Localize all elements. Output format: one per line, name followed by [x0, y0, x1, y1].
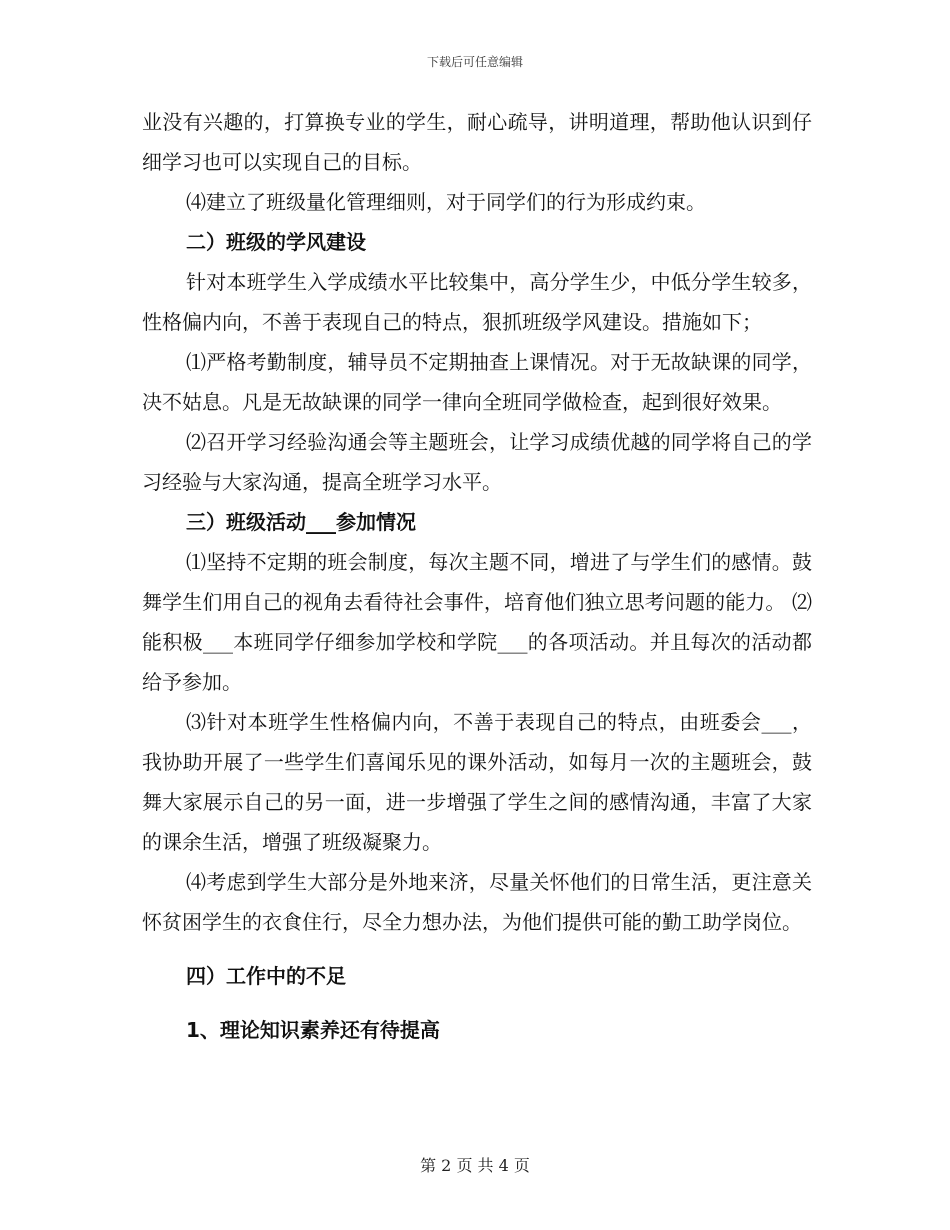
paragraph-item-1-class-meetings: ⑴坚持不定期的班会制度，每次主题不同，增进了与学生们的感情。鼓舞学生们用自己的视角去看待社会事件，培育他们独立思考问题的能力。 ⑵能积极___本班同学仔细参加学校和学院___的各项活动。并且每次的活动都给予参加。 [142, 550, 812, 694]
document-body [142, 102, 812, 1050]
paragraph-item-2-experience-meeting: ⑵召开学习经验沟通会等主题班会，让学习成绩优越的同学将自己的学习经验与大家沟通，提高全班学习水平。 [142, 430, 812, 494]
paragraph-continuation: 业没有兴趣的，打算换专业的学生，耐心疏导，讲明道理，帮助他认识到仔细学习也可以实现自己的目标。 [142, 110, 812, 174]
section-heading-class-activities: 三）班级活动___参加情况 [186, 510, 416, 534]
section-heading-shortcomings: 四）工作中的不足 [186, 964, 346, 988]
subsection-heading-theory: 1、理论知识素养还有待提高 [186, 1018, 440, 1042]
paragraph-item-1-attendance: ⑴严格考勤制度，辅导员不定期抽查上课情况。对于无故缺课的同学，决不姑息。凡是无故缺课的同学一律向全班同学做检查，起到很好效果。 [142, 350, 812, 414]
paragraph-item-3-extracurricular: ⑶针对本班学生性格偏内向，不善于表现自己的特点，由班委会___，我协助开展了一些学生们喜闻乐见的课外活动，如每月一次的主题班会，鼓舞大家展示自己的另一面，进一步增强了学生之间的感情沟通，丰富了大家的课余生活，增强了班级凝聚力。 [142, 710, 812, 854]
page-header-note: 下载后可任意编辑 [426, 55, 523, 69]
paragraph-item-4-student-care: ⑷考虑到学生大部分是外地来济，尽量关怀他们的日常生活，更注意关怀贫困学生的衣食住行，尽全力想办法，为他们提供可能的勤工助学岗位。 [142, 870, 812, 934]
section-heading-study-style: 二）班级的学风建设 [186, 230, 366, 254]
paragraph-study-style-intro: 针对本班学生入学成绩水平比较集中，高分学生少，中低分学生较多，性格偏内向，不善于表现自己的特点，狠抓班级学风建设。措施如下； [142, 270, 812, 334]
page-number-footer: 第 2 页 共 4 页 [420, 1156, 530, 1175]
paragraph-item-4-management: ⑷建立了班级量化管理细则，对于同学们的行为形成约束。 [186, 190, 706, 214]
